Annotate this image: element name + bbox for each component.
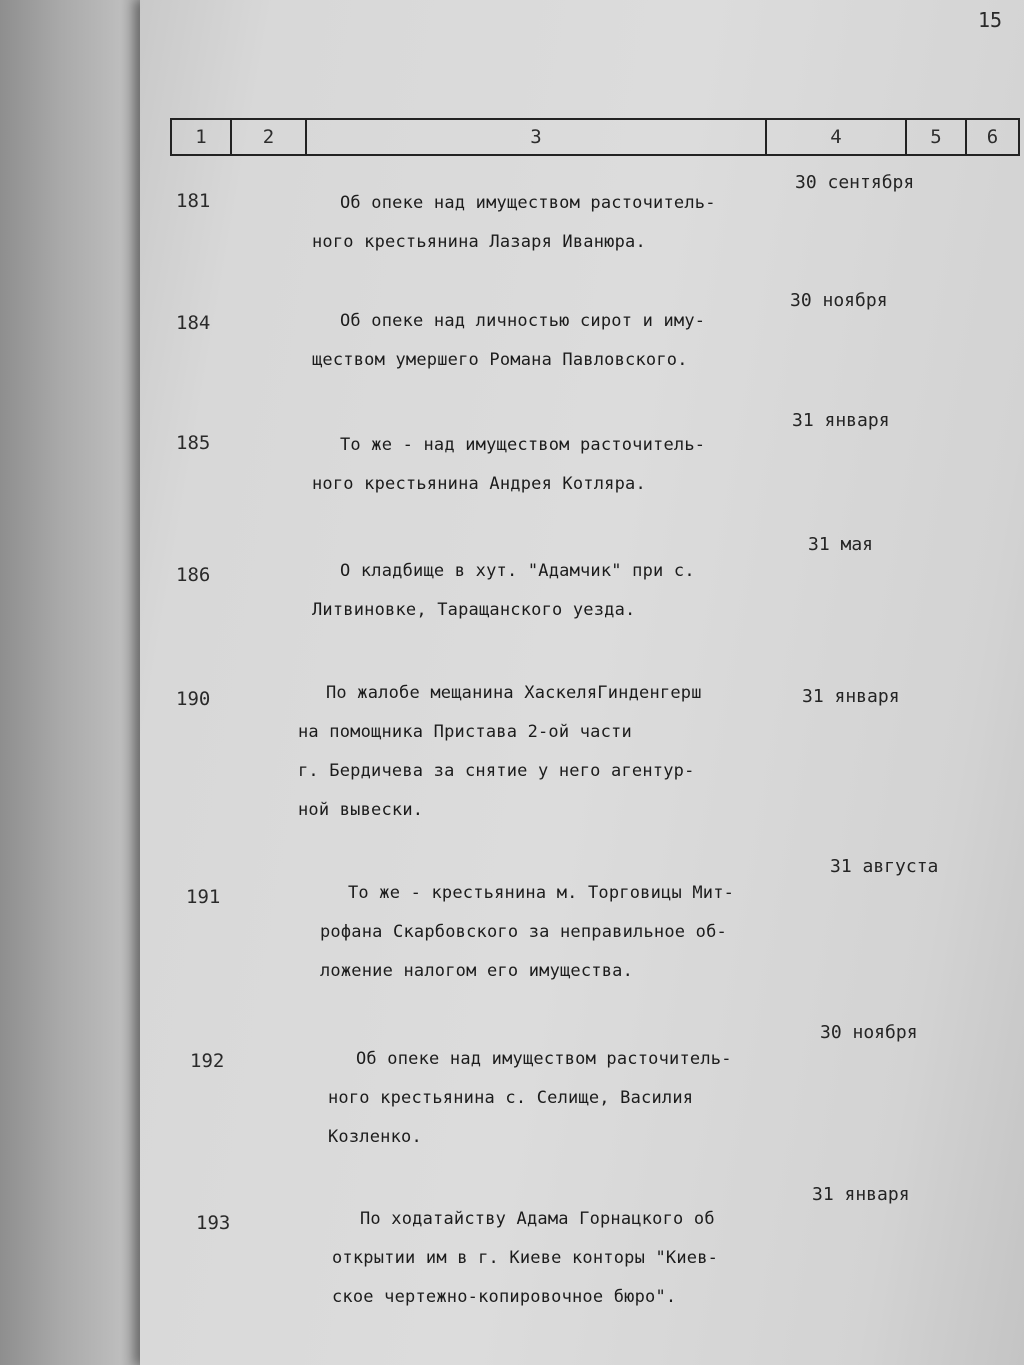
entry-date: 31 января — [812, 1184, 910, 1205]
entry-text-line: О кладбище в хут. "Адамчик" при с. — [340, 561, 695, 581]
entry-number: 181 — [176, 190, 211, 212]
column-header-2: 2 — [232, 120, 307, 154]
entry-date: 30 ноября — [790, 290, 888, 311]
entry-number: 193 — [196, 1212, 231, 1234]
entry-description — [298, 674, 798, 830]
entry-text-line: По жалобе мещанина ХаскеляГинденгерш — [326, 683, 702, 703]
binding-edge — [0, 0, 150, 1365]
entry-number: 191 — [186, 886, 221, 908]
entry-date: 31 мая — [808, 534, 874, 555]
entry-text-line: ного крестьянина Лазаря Иванюра. — [312, 232, 646, 252]
entry-text-line: По ходатайству Адама Горнацкого об — [360, 1209, 715, 1229]
entry-description — [312, 552, 812, 630]
entry-description — [332, 1200, 832, 1317]
entry-description — [320, 874, 820, 991]
entry-text-line: Об опеке над личностью сирот и иму- — [340, 311, 706, 331]
entry-text-line: ного крестьянина Андрея Котляра. — [312, 474, 646, 494]
entry-text-line: Об опеке над имуществом расточитель- — [356, 1049, 732, 1069]
entry-text-line: То же - крестьянина м. Торговицы Мит- — [348, 883, 735, 903]
column-header-6: 6 — [986, 126, 999, 148]
entry-number: 186 — [176, 564, 211, 586]
entry-text-line: Козленко. — [328, 1127, 422, 1147]
entry-number: 192 — [190, 1050, 225, 1072]
entry-text-line: ного крестьянина с. Селище, Василия — [328, 1088, 694, 1108]
entry-text-line: ложение налогом его имущества. — [320, 961, 634, 981]
entry-date: 30 сентября — [795, 172, 915, 193]
column-header-3: 3 — [307, 120, 767, 154]
entry-text-line: открытии им в г. Киеве конторы "Киев- — [332, 1248, 719, 1268]
entry-date: 31 августа — [830, 856, 939, 877]
document-page — [140, 0, 1024, 1365]
entry-text-line: г. Бердичева за снятие у него агентур- — [298, 761, 695, 781]
entry-number: 184 — [176, 312, 211, 334]
entry-number: 190 — [176, 688, 211, 710]
entry-text-line: ной вывески. — [298, 800, 424, 820]
page-number: 15 — [978, 8, 1003, 32]
entry-number: 185 — [176, 432, 211, 454]
entry-description — [312, 302, 812, 380]
entry-text-line: Литвиновке, Таращанского уезда. — [312, 600, 636, 620]
entry-text-line: То же - над имуществом расточитель- — [340, 435, 706, 455]
entry-description — [312, 184, 812, 262]
column-header-row — [170, 118, 1020, 156]
entry-date: 30 ноября — [820, 1022, 918, 1043]
entry-text-line: Об опеке над имуществом расточитель- — [340, 193, 716, 213]
entry-date: 31 января — [802, 686, 900, 707]
column-header-5: 5 — [907, 120, 967, 154]
column-header-4: 4 — [767, 120, 907, 154]
entry-text-line: ское чертежно-копировочное бюро". — [332, 1287, 677, 1307]
entry-description — [328, 1040, 828, 1157]
entry-date: 31 января — [792, 410, 890, 431]
entry-text-line: ществом умершего Романа Павловского. — [312, 350, 688, 370]
column-header-1: 1 — [172, 120, 232, 154]
entry-text-line: рофана Скарбовского за неправильное об- — [320, 922, 727, 942]
entry-text-line: на помощника Пристава 2-ой части — [298, 722, 632, 742]
entry-description — [312, 426, 812, 504]
